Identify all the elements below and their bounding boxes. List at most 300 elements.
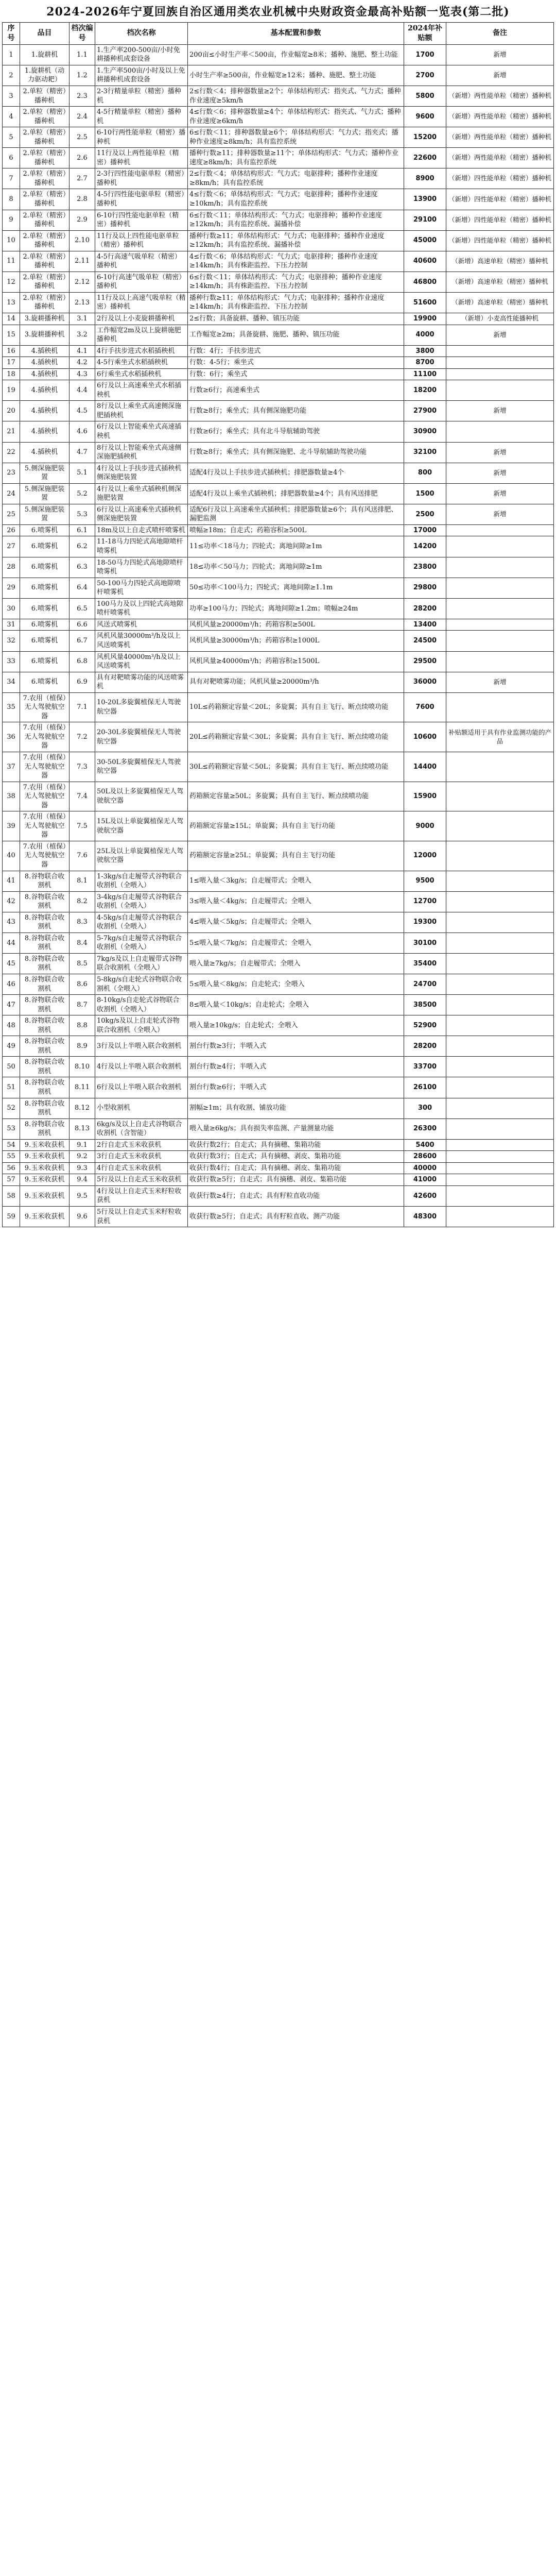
- cell-params: 收获行数4行；自走式；具有摘穗、剥皮、集箱功能: [188, 1162, 404, 1174]
- table-row: [3, 871, 554, 891]
- cell-grade: 6kg/s及以上自走式谷物联合收割机（含智能）: [95, 1118, 188, 1139]
- cell-note: （新增）四性能单粒（精密）播种机: [446, 210, 554, 230]
- header-note: 备注: [446, 23, 554, 45]
- cell-item: 8.谷物联合收割机: [20, 1036, 70, 1057]
- header-item: 品目: [20, 23, 70, 45]
- cell-item: 6.喷雾机: [20, 524, 70, 536]
- table-row: [3, 631, 554, 651]
- cell-params: 喂入量≥6kg/s；具有损失率监测、产量测量功能: [188, 1118, 404, 1139]
- cell-code: 2.7: [70, 168, 95, 189]
- cell-grade: 具有对靶喷雾功能的风送喷雾机: [95, 672, 188, 692]
- cell-seq: 29: [3, 578, 20, 598]
- cell-note: [446, 1036, 554, 1057]
- cell-note: （新增）高速单粒（精密）播种机: [446, 292, 554, 313]
- cell-grade: 4-5kg/s自走履带式谷物联合收割机（全喂入）: [95, 912, 188, 933]
- cell-params: 4≤喂入量＜5kg/s；自走履带式；全喂入: [188, 912, 404, 933]
- table-row: [3, 692, 554, 722]
- cell-amount: 17000: [404, 524, 446, 536]
- cell-params: 行数≥6行；乘坐式；具有北斗导航辅助驾驶: [188, 421, 404, 442]
- cell-params: 6≤行数＜11；单体结构形式：气力式；电驱排种；播种作业速度≥12km/h；具有监控系统、漏播补偿: [188, 210, 404, 230]
- cell-note: （新增）两性能单粒（精密）播种机: [446, 127, 554, 148]
- cell-amount: 15200: [404, 127, 446, 148]
- cell-note: [446, 692, 554, 722]
- cell-code: 8.4: [70, 933, 95, 953]
- cell-params: 喂入量≥7kg/s；自走履带式；全喂入: [188, 953, 404, 974]
- table-row: [3, 1077, 554, 1098]
- cell-note: 新增: [446, 401, 554, 421]
- cell-params: 药箱额定容量≥25L；单旋翼；具有自主飞行功能: [188, 841, 404, 871]
- cell-code: 2.8: [70, 189, 95, 210]
- cell-item: 8.谷物联合收割机: [20, 1057, 70, 1077]
- cell-item: 4.插秧机: [20, 357, 70, 369]
- cell-amount: 30900: [404, 421, 446, 442]
- table-row: [3, 811, 554, 841]
- cell-item: 7.农用（植保）无人驾驶航空器: [20, 782, 70, 811]
- table-row: [3, 189, 554, 210]
- cell-seq: 7: [3, 168, 20, 189]
- cell-note: [446, 841, 554, 871]
- cell-seq: 6: [3, 148, 20, 168]
- cell-item: 5.侧深施肥装置: [20, 483, 70, 504]
- cell-params: 18≤功率＜50马力；四轮式；离地间隙≥1m: [188, 557, 404, 578]
- table-row: [3, 1207, 554, 1227]
- table-row: [3, 974, 554, 995]
- cell-code: 2.6: [70, 148, 95, 168]
- cell-note: [446, 953, 554, 974]
- cell-grade: 6-10行两性能单粒（精密）播种机: [95, 127, 188, 148]
- cell-grade: 5行及以上自走式玉米籽粒收获机: [95, 1207, 188, 1227]
- cell-params: 药箱额定容量≥50L；多旋翼；具有自主飞行、断点续喷功能: [188, 782, 404, 811]
- cell-code: 4.6: [70, 421, 95, 442]
- cell-amount: 51600: [404, 292, 446, 313]
- cell-seq: 44: [3, 933, 20, 953]
- cell-seq: 55: [3, 1151, 20, 1163]
- cell-seq: 46: [3, 974, 20, 995]
- cell-grade: 4行及以上自走式玉米籽粒收获机: [95, 1185, 188, 1206]
- cell-note: [446, 1098, 554, 1118]
- cell-note: [446, 578, 554, 598]
- cell-grade: 4行自走式玉米收获机: [95, 1162, 188, 1174]
- cell-item: 2.单粒（精密）播种机: [20, 251, 70, 272]
- table-row: [3, 401, 554, 421]
- cell-code: 6.5: [70, 598, 95, 619]
- cell-amount: 45000: [404, 230, 446, 251]
- table-row: [3, 313, 554, 325]
- header-code: 档次编号: [70, 23, 95, 45]
- cell-code: 9.5: [70, 1185, 95, 1206]
- cell-params: 行数≥8行；乘坐式；具有侧深施肥功能: [188, 401, 404, 421]
- cell-item: 2.单粒（精密）播种机: [20, 86, 70, 106]
- cell-note: [446, 1185, 554, 1206]
- cell-seq: 43: [3, 912, 20, 933]
- cell-seq: 45: [3, 953, 20, 974]
- cell-amount: 26100: [404, 1077, 446, 1098]
- cell-code: 7.1: [70, 692, 95, 722]
- cell-amount: 27900: [404, 401, 446, 421]
- cell-code: 9.6: [70, 1207, 95, 1227]
- table-row: [3, 380, 554, 401]
- cell-grade: 风送式喷雾机: [95, 619, 188, 631]
- table-row: [3, 1174, 554, 1186]
- cell-code: 1.1: [70, 44, 95, 65]
- cell-code: 2.11: [70, 251, 95, 272]
- cell-item: 9.玉米收获机: [20, 1207, 70, 1227]
- cell-item: 8.谷物联合收割机: [20, 1118, 70, 1139]
- cell-seq: 52: [3, 1098, 20, 1118]
- table-row: [3, 127, 554, 148]
- cell-seq: 24: [3, 483, 20, 504]
- cell-params: 2≤行数＜4；单体结构形式：气力式；电驱排种；播种作业速度≥8km/h；具有监控系统: [188, 168, 404, 189]
- cell-amount: 38500: [404, 995, 446, 1015]
- cell-amount: 23800: [404, 557, 446, 578]
- table-row: [3, 536, 554, 557]
- table-row: [3, 148, 554, 168]
- cell-note: 新增: [446, 463, 554, 483]
- cell-seq: 59: [3, 1207, 20, 1227]
- cell-grade: 3行自走式玉米收获机: [95, 1151, 188, 1163]
- cell-item: 8.谷物联合收割机: [20, 912, 70, 933]
- cell-code: 5.1: [70, 463, 95, 483]
- cell-grade: 3行及以上半喂入联合收割机: [95, 1036, 188, 1057]
- cell-note: [446, 811, 554, 841]
- cell-params: 4≤行数＜6；单体结构形式：气力式；电驱排种；播种作业速度≥14km/h；具有株距监控、下压力控制: [188, 251, 404, 272]
- cell-code: 9.4: [70, 1174, 95, 1186]
- table-row: [3, 65, 554, 86]
- cell-code: 1.2: [70, 65, 95, 86]
- cell-params: 2≤行数；具备旋耕、播种、镇压功能: [188, 313, 404, 325]
- cell-item: 2.单粒（精密）播种机: [20, 230, 70, 251]
- table-row: [3, 557, 554, 578]
- cell-seq: 15: [3, 325, 20, 345]
- cell-grade: 6行乘坐式水稻插秧机: [95, 368, 188, 380]
- header-seq: 序号: [3, 23, 20, 45]
- cell-grade: 6行及以上半喂入联合收割机: [95, 1077, 188, 1098]
- cell-amount: 9600: [404, 107, 446, 127]
- cell-seq: 28: [3, 557, 20, 578]
- cell-amount: 3800: [404, 345, 446, 357]
- cell-params: 10L≤药箱额定容量＜20L；多旋翼；具有自主飞行、断点续喷功能: [188, 692, 404, 722]
- cell-amount: 28200: [404, 598, 446, 619]
- cell-amount: 29500: [404, 651, 446, 672]
- cell-params: 风机风量≥40000m³/h；药箱容积≥1500L: [188, 651, 404, 672]
- cell-amount: 9000: [404, 811, 446, 841]
- cell-seq: 17: [3, 357, 20, 369]
- cell-params: 工作幅宽≥2m；具备旋耕、施肥、播种、镇压功能: [188, 325, 404, 345]
- cell-code: 8.8: [70, 1015, 95, 1036]
- cell-params: 播种行数≥11；单体结构形式：气力式；电驱排种；播种作业速度≥14km/h；具有株距监控、下压力控制: [188, 292, 404, 313]
- cell-seq: 30: [3, 598, 20, 619]
- cell-note: [446, 1077, 554, 1098]
- cell-item: 4.插秧机: [20, 380, 70, 401]
- cell-note: [446, 357, 554, 369]
- cell-seq: 37: [3, 752, 20, 782]
- cell-seq: 23: [3, 463, 20, 483]
- cell-amount: 2700: [404, 65, 446, 86]
- cell-code: 9.2: [70, 1151, 95, 1163]
- table-row: [3, 1139, 554, 1151]
- cell-note: [446, 557, 554, 578]
- cell-seq: 39: [3, 811, 20, 841]
- cell-item: 2.单粒（精密）播种机: [20, 292, 70, 313]
- cell-grade: 11行及以上高速气吸单粒（精密）播种机: [95, 292, 188, 313]
- cell-seq: 11: [3, 251, 20, 272]
- cell-seq: 58: [3, 1185, 20, 1206]
- cell-seq: 27: [3, 536, 20, 557]
- cell-code: 8.6: [70, 974, 95, 995]
- cell-code: 4.5: [70, 401, 95, 421]
- cell-grade: 6行及以上高速乘坐式水稻插秧机: [95, 380, 188, 401]
- cell-seq: 19: [3, 380, 20, 401]
- cell-params: 1≤喂入量＜3kg/s；自走履带式；全喂入: [188, 871, 404, 891]
- cell-grade: 1.生产率200-500亩/小时免耕播种机成套设备: [95, 44, 188, 65]
- cell-item: 6.喷雾机: [20, 631, 70, 651]
- cell-seq: 56: [3, 1162, 20, 1174]
- cell-item: 2.单粒（精密）播种机: [20, 272, 70, 292]
- cell-code: 2.13: [70, 292, 95, 313]
- cell-code: 7.5: [70, 811, 95, 841]
- cell-item: 8.谷物联合收割机: [20, 1015, 70, 1036]
- cell-seq: 10: [3, 230, 20, 251]
- cell-grade: 风机风量30000m³/h及以上风送喷雾机: [95, 631, 188, 651]
- cell-code: 6.2: [70, 536, 95, 557]
- cell-grade: 4-5行四性能电驱单粒（精密）播种机: [95, 189, 188, 210]
- cell-seq: 50: [3, 1057, 20, 1077]
- cell-item: 6.喷雾机: [20, 557, 70, 578]
- cell-seq: 8: [3, 189, 20, 210]
- cell-item: 7.农用（植保）无人驾驶航空器: [20, 752, 70, 782]
- cell-grade: 1-3kg/s自走履带式谷物联合收割机（全喂入）: [95, 871, 188, 891]
- cell-item: 2.单粒（精密）播种机: [20, 168, 70, 189]
- cell-code: 8.9: [70, 1036, 95, 1057]
- cell-amount: 29100: [404, 210, 446, 230]
- cell-item: 6.喷雾机: [20, 578, 70, 598]
- cell-params: 割台行数≥6行；半喂入式: [188, 1077, 404, 1098]
- cell-grade: 11-18马力四轮式高地隙喷杆喷雾机: [95, 536, 188, 557]
- table-row: [3, 292, 554, 313]
- cell-params: 行数：4-5行；乘坐式: [188, 357, 404, 369]
- cell-code: 8.11: [70, 1077, 95, 1098]
- cell-seq: 25: [3, 504, 20, 524]
- table-row: [3, 463, 554, 483]
- cell-item: 4.插秧机: [20, 345, 70, 357]
- cell-code: 3.1: [70, 313, 95, 325]
- cell-code: 6.8: [70, 651, 95, 672]
- cell-amount: 33700: [404, 1057, 446, 1077]
- cell-note: （新增）高速单粒（精密）播种机: [446, 272, 554, 292]
- cell-item: 8.谷物联合收割机: [20, 953, 70, 974]
- cell-amount: 10600: [404, 722, 446, 752]
- cell-params: 风机风量≥30000m³/h；药箱容积≥1000L: [188, 631, 404, 651]
- cell-note: 新增: [446, 44, 554, 65]
- cell-note: [446, 651, 554, 672]
- cell-amount: 13400: [404, 619, 446, 631]
- cell-params: 割台行数≥4行；半喂入式: [188, 1057, 404, 1077]
- table-row: [3, 933, 554, 953]
- cell-amount: 30100: [404, 933, 446, 953]
- cell-amount: 800: [404, 463, 446, 483]
- cell-note: [446, 524, 554, 536]
- table-row: [3, 1098, 554, 1118]
- cell-seq: 18: [3, 368, 20, 380]
- cell-item: 8.谷物联合收割机: [20, 974, 70, 995]
- table-row: [3, 619, 554, 631]
- cell-grade: 4行及以上手扶步进式插秧机侧深施肥装置: [95, 463, 188, 483]
- cell-seq: 3: [3, 86, 20, 106]
- cell-params: 30L≤药箱额定容量＜50L；多旋翼；具有自主飞行、断点续喷功能: [188, 752, 404, 782]
- cell-item: 8.谷物联合收割机: [20, 1098, 70, 1118]
- cell-params: 行数：4行；手扶步进式: [188, 345, 404, 357]
- cell-params: 喂入量≥10kg/s；自走轮式；全喂入: [188, 1015, 404, 1036]
- cell-seq: 40: [3, 841, 20, 871]
- cell-amount: 32100: [404, 442, 446, 463]
- table-row: [3, 891, 554, 912]
- cell-code: 2.4: [70, 107, 95, 127]
- cell-amount: 40000: [404, 1162, 446, 1174]
- cell-amount: 35400: [404, 953, 446, 974]
- cell-amount: 1500: [404, 483, 446, 504]
- cell-seq: 26: [3, 524, 20, 536]
- cell-seq: 49: [3, 1036, 20, 1057]
- cell-grade: 5-7kg/s自走履带式谷物联合收割机（全喂入）: [95, 933, 188, 953]
- table-row: [3, 598, 554, 619]
- cell-code: 2.5: [70, 127, 95, 148]
- cell-params: 适配4行及以上乘坐式插秧机；排肥器数量≥4个；具有风送排肥: [188, 483, 404, 504]
- cell-code: 8.12: [70, 1098, 95, 1118]
- cell-grade: 8-10kg/s自走轮式谷物联合收割机（全喂入）: [95, 995, 188, 1015]
- cell-note: [446, 536, 554, 557]
- cell-note: 新增: [446, 65, 554, 86]
- table-row: [3, 1015, 554, 1036]
- cell-grade: 1.生产率500亩/小时及以上免耕播种机成套设备: [95, 65, 188, 86]
- cell-code: 3.2: [70, 325, 95, 345]
- document-page: [0, 0, 556, 1232]
- cell-seq: 35: [3, 692, 20, 722]
- cell-code: 8.10: [70, 1057, 95, 1077]
- cell-note: （新增）两性能单粒（精密）播种机: [446, 148, 554, 168]
- cell-item: 8.谷物联合收割机: [20, 995, 70, 1015]
- cell-amount: 19900: [404, 313, 446, 325]
- table-row: [3, 841, 554, 871]
- table-header-row: [3, 23, 554, 45]
- cell-item: 8.谷物联合收割机: [20, 933, 70, 953]
- cell-params: 具有对靶喷雾功能；风机风量≥20000m³/h: [188, 672, 404, 692]
- cell-item: 8.谷物联合收割机: [20, 871, 70, 891]
- cell-seq: 4: [3, 107, 20, 127]
- cell-item: 5.侧深施肥装置: [20, 504, 70, 524]
- cell-params: 收获行数≥4行；自走式；具有籽粒直收功能: [188, 1185, 404, 1206]
- cell-seq: 13: [3, 292, 20, 313]
- cell-params: 行数≥8行；乘坐式；具有侧深施肥、北斗导航辅助驾驶功能: [188, 442, 404, 463]
- cell-seq: 14: [3, 313, 20, 325]
- cell-grade: 50-100马力四轮式高地隙喷杆喷雾机: [95, 578, 188, 598]
- cell-params: 50≤功率＜100马力；四轮式；离地间隙≥1.1m: [188, 578, 404, 598]
- cell-note: （新增）高速单粒（精密）播种机: [446, 251, 554, 272]
- cell-amount: 28600: [404, 1151, 446, 1163]
- cell-amount: 36000: [404, 672, 446, 692]
- cell-item: 2.单粒（精密）播种机: [20, 127, 70, 148]
- cell-params: 3≤喂入量＜4kg/s；自走履带式；全喂入: [188, 891, 404, 912]
- cell-code: 4.4: [70, 380, 95, 401]
- cell-grade: 30-50L多旋翼植保无人驾驶航空器: [95, 752, 188, 782]
- cell-amount: 22600: [404, 148, 446, 168]
- cell-seq: 41: [3, 871, 20, 891]
- cell-item: 6.喷雾机: [20, 651, 70, 672]
- cell-note: 新增: [446, 325, 554, 345]
- cell-code: 4.2: [70, 357, 95, 369]
- cell-note: 新增: [446, 672, 554, 692]
- cell-grade: 4-5行精量单粒（精密）播种机: [95, 107, 188, 127]
- cell-item: 4.插秧机: [20, 442, 70, 463]
- cell-note: 新增: [446, 504, 554, 524]
- cell-seq: 9: [3, 210, 20, 230]
- cell-item: 6.喷雾机: [20, 672, 70, 692]
- cell-item: 1.旋耕机: [20, 44, 70, 65]
- cell-amount: 7600: [404, 692, 446, 722]
- cell-code: 4.7: [70, 442, 95, 463]
- cell-params: 行数≥6行；高速乘坐式: [188, 380, 404, 401]
- cell-grade: 2行自走式玉米收获机: [95, 1139, 188, 1151]
- cell-note: （新增）小麦高性能播种机: [446, 313, 554, 325]
- cell-amount: 24700: [404, 974, 446, 995]
- cell-grade: 10-20L多旋翼植保无人驾驶航空器: [95, 692, 188, 722]
- cell-amount: 1700: [404, 44, 446, 65]
- cell-params: 适配6行及以上高速乘坐式插秧机；排肥器数量≥6个；具有风送排肥、漏肥监测: [188, 504, 404, 524]
- cell-params: 行数：6行；乘坐式: [188, 368, 404, 380]
- table-row: [3, 1185, 554, 1206]
- cell-grade: 6-10行四性能电驱单粒（精密）播种机: [95, 210, 188, 230]
- cell-item: 1.旋耕机（动力驱动耙）: [20, 65, 70, 86]
- cell-amount: 46800: [404, 272, 446, 292]
- cell-seq: 54: [3, 1139, 20, 1151]
- subsidy-table: [2, 22, 554, 1227]
- table-row: [3, 230, 554, 251]
- cell-item: 4.插秧机: [20, 421, 70, 442]
- cell-params: 适配4行及以上手扶步进式插秧机；排肥器数量≥4个: [188, 463, 404, 483]
- cell-note: [446, 1057, 554, 1077]
- cell-note: [446, 1015, 554, 1036]
- table-row: [3, 782, 554, 811]
- cell-note: [446, 1118, 554, 1139]
- cell-grade: 11行及以上两性能单粒（精密）播种机: [95, 148, 188, 168]
- cell-code: 7.2: [70, 722, 95, 752]
- cell-amount: 8900: [404, 168, 446, 189]
- table-row: [3, 912, 554, 933]
- cell-item: 5.侧深施肥装置: [20, 463, 70, 483]
- cell-grade: 50L及以上多旋翼植保无人驾驶航空器: [95, 782, 188, 811]
- cell-grade: 25L及以上单旋翼植保无人驾驶航空器: [95, 841, 188, 871]
- header-params: 基本配置和参数: [188, 23, 404, 45]
- cell-params: 割台行数≥3行；半喂入式: [188, 1036, 404, 1057]
- table-row: [3, 504, 554, 524]
- cell-note: （新增）四性能单粒（精密）播种机: [446, 189, 554, 210]
- cell-params: 5≤喂入量＜8kg/s；自走轮式；全喂入: [188, 974, 404, 995]
- cell-seq: 38: [3, 782, 20, 811]
- cell-note: [446, 782, 554, 811]
- cell-grade: 18-50马力四轮式高地隙喷杆喷雾机: [95, 557, 188, 578]
- cell-note: [446, 598, 554, 619]
- cell-seq: 2: [3, 65, 20, 86]
- table-row: [3, 524, 554, 536]
- cell-grade: 2-3行四性能电驱单粒（精密）播种机: [95, 168, 188, 189]
- cell-params: 20L≤药箱额定容量＜30L；多旋翼；具有自主飞行、断点续喷功能: [188, 722, 404, 752]
- cell-grade: 5-8kg/s自走轮式谷物联合收割机（全喂入）: [95, 974, 188, 995]
- cell-code: 8.1: [70, 871, 95, 891]
- cell-code: 2.9: [70, 210, 95, 230]
- cell-params: 收获行数≥5行；自走式；具有籽粒直收、测产功能: [188, 1207, 404, 1227]
- cell-amount: 5400: [404, 1139, 446, 1151]
- cell-seq: 51: [3, 1077, 20, 1098]
- cell-code: 9.1: [70, 1139, 95, 1151]
